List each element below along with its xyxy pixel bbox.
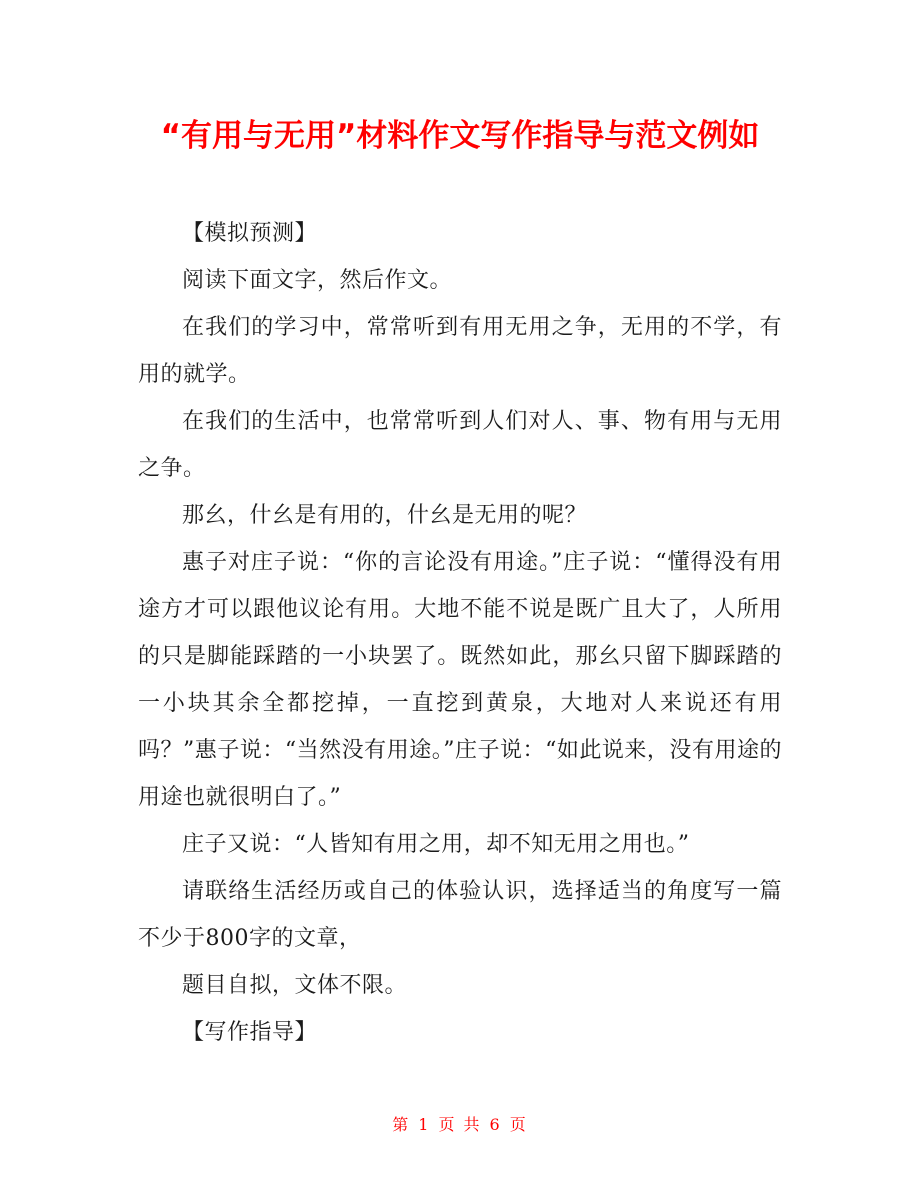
- body-paragraph: 在我们的学习中，常常听到有用无用之争，无用的不学，有用的就学。: [138, 315, 782, 387]
- document-title: “有用与无用”材料作文写作指导与范文例如: [160, 118, 760, 154]
- task-paragraph: 题目自拟，文体不限。: [182, 973, 408, 998]
- section-heading-guidance: 【写作指导】: [182, 1020, 318, 1045]
- page-footer: [0, 1112, 920, 1135]
- body-paragraph: 惠子对庄子说：“你的言论没有用途。”庄子说：“懂得没有用途方才可以跟他议论有用。大地不能不说是既广且大了，人所用的只是脚能踩踏的一小块罢了。既然如此，那幺只留下脚踩踏的一小块其余全都挖掉，一直挖到黄泉，大地对人来说还有用吗？”惠子说：“当然没有用途。”庄子说：“如此说来，没有用途的用途也就很明白了。”: [138, 550, 782, 810]
- page-label-prefix: 第: [392, 1115, 411, 1134]
- current-page-number: 1: [418, 1115, 431, 1134]
- body-paragraph: 在我们的生活中，也常常听到人们对人、事、物有用与无用之争。: [138, 409, 782, 481]
- page-label-mid: 页 共: [438, 1115, 482, 1134]
- body-paragraph: 庄子又说：“人皆知有用之用，却不知无用之用也。”: [182, 832, 690, 857]
- instruction-paragraph: 阅读下面文字，然后作文。: [182, 268, 453, 293]
- body-paragraph: 那幺，什幺是有用的，什幺是无用的呢？: [182, 503, 588, 528]
- section-heading-prediction: 【模拟预测】: [182, 221, 318, 246]
- total-pages-number: 6: [489, 1115, 502, 1134]
- document-body: [138, 210, 782, 1056]
- task-paragraph: 请联络生活经历或自己的体验认识，选择适当的角度写一篇不少于800字的文章，: [138, 879, 782, 951]
- page-label-suffix: 页: [509, 1115, 528, 1134]
